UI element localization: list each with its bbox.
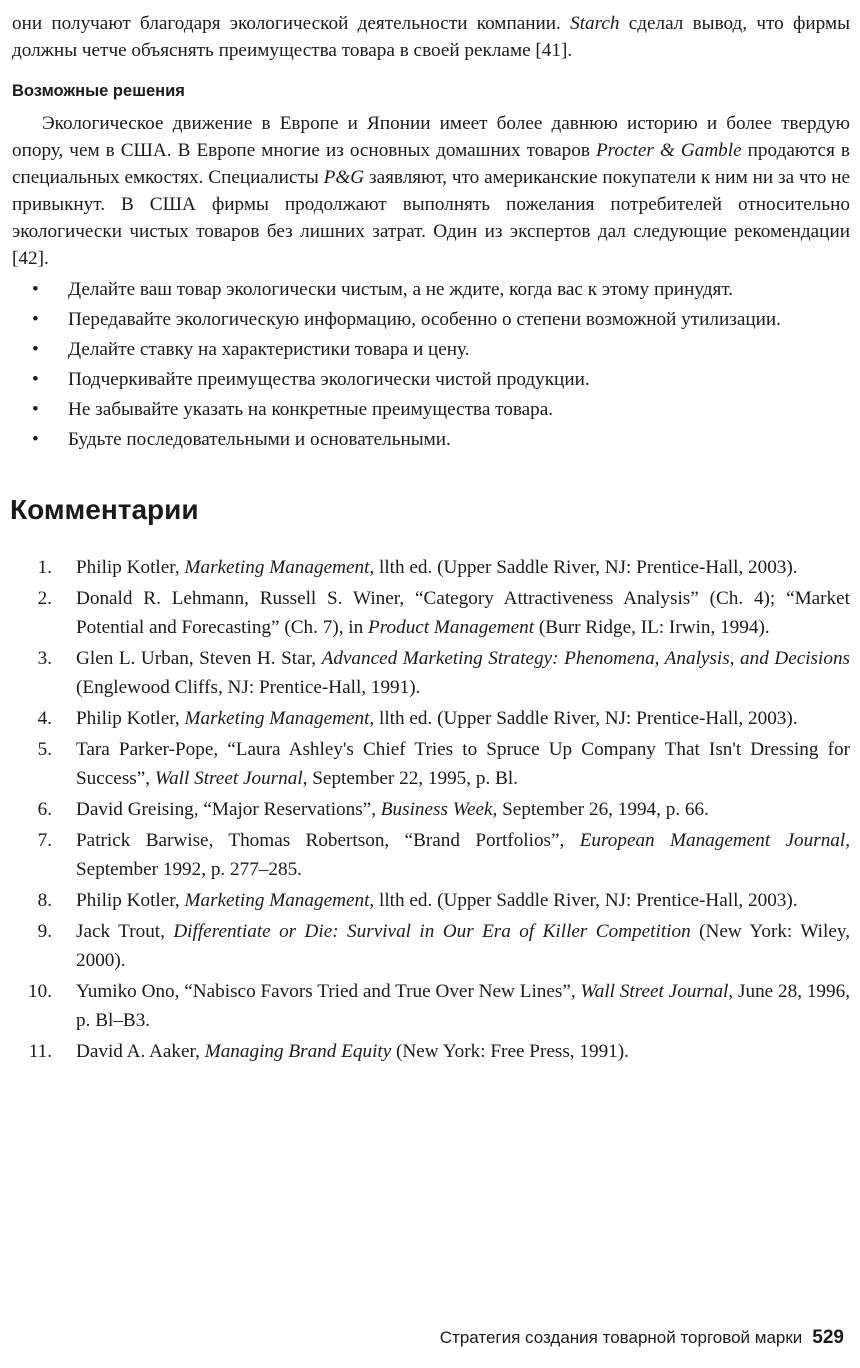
reference-number: 5.: [37, 739, 52, 760]
reference-item: [12, 553, 850, 582]
comments-title: Комментарии: [10, 494, 199, 525]
references-list: [12, 553, 850, 1066]
reference-item: [12, 644, 850, 702]
reference-title: Managing Brand Equity: [204, 1041, 392, 1062]
reference-text: David Greising, “Major Reservations”,: [76, 799, 381, 820]
solutions-text-2: продаются в специальных емкостях. Специалисты: [12, 140, 850, 188]
recommendation-text: Делайте ставку на характеристики товара и цену.: [68, 339, 470, 360]
reference-details: (Englewood Cliffs, NJ: Prentice-Hall, 1991).: [76, 677, 421, 698]
bullet-marker: •: [32, 309, 39, 330]
reference-item: [12, 917, 850, 975]
reference-text: Philip Kotler,: [76, 557, 185, 578]
recommendation-item: [12, 276, 850, 303]
recommendation-text: Делайте ваш товар экологически чистым, а не ждите, когда вас к этому принудят.: [68, 279, 734, 300]
bullet-marker: •: [32, 279, 39, 300]
recommendation-item: [12, 366, 850, 393]
reference-text: Yumiko Ono, “Nabisco Favors Tried and True Over New Lines”,: [76, 981, 581, 1002]
reference-details: (New York: Free Press, 1991).: [391, 1041, 629, 1062]
intro-text-2: сделал вывод, что фирмы должны четче объяснять преимущества товара в своей рекламе [41].: [12, 13, 851, 61]
reference-number: 11.: [28, 1041, 52, 1062]
reference-number: 2.: [37, 588, 52, 609]
reference-title: Business Week: [380, 799, 493, 820]
reference-title: European Management Journal: [579, 830, 846, 851]
reference-item: [12, 977, 850, 1035]
reference-number: 3.: [37, 648, 52, 669]
reference-text: David A. Aaker,: [76, 1041, 205, 1062]
reference-text: Jack Trout,: [76, 921, 174, 942]
reference-title: Wall Street Journal: [580, 981, 729, 1002]
reference-details: , llth ed. (Upper Saddle River, NJ: Prentice-Hall, 2003).: [369, 708, 798, 729]
recommendation-item: [12, 396, 850, 423]
document-page: [12, 10, 850, 1068]
intro-paragraph: [12, 10, 850, 64]
recommendation-text: Будьте последовательными и основательными.: [68, 429, 451, 450]
reference-item: [12, 704, 850, 733]
reference-number: 4.: [37, 708, 52, 729]
bullet-marker: •: [32, 429, 39, 450]
reference-title: Marketing Management: [184, 708, 370, 729]
reference-number: 6.: [37, 799, 52, 820]
reference-details: (New York: Wiley, 2000).: [76, 921, 850, 971]
reference-text: Donald R. Lehmann, Russell S. Winer, “Category Attractiveness Analysis” (Ch. 4); “Market Potential and Forecasting” (Ch. 7), in: [76, 588, 850, 638]
solutions-italic-pg: P&G: [323, 167, 365, 188]
reference-title: Wall Street Journal: [154, 768, 303, 789]
solutions-heading: Возможные решения: [12, 82, 185, 100]
reference-item: [12, 795, 850, 824]
reference-details: (Burr Ridge, IL: Irwin, 1994).: [534, 617, 770, 638]
page-number: 529: [812, 1327, 844, 1348]
recommendation-text: Передавайте экологическую информацию, особенно о степени возможной утилизации.: [68, 309, 781, 330]
reference-details: , llth ed. (Upper Saddle River, NJ: Prentice-Hall, 2003).: [369, 890, 798, 911]
reference-item: [12, 886, 850, 915]
reference-title: Marketing Management: [184, 557, 370, 578]
reference-number: 10.: [28, 981, 52, 1002]
recommendation-item: [12, 306, 850, 333]
reference-item: [12, 1037, 850, 1066]
page-footer: [440, 1326, 844, 1350]
recommendation-text: Не забывайте указать на конкретные преимущества товара.: [68, 399, 554, 420]
recommendation-item: [12, 336, 850, 363]
reference-number: 8.: [37, 890, 52, 911]
reference-item: [12, 584, 850, 642]
reference-details: , June 28, 1996, p. Bl–B3.: [76, 981, 850, 1031]
solutions-text-1: Экологическое движение в Европе и Японии имеет более давнюю историю и более твердую опору, чем в США. В Европе многие из основных домашних товаров: [12, 113, 850, 161]
reference-details: , September 22, 1995, p. Bl.: [302, 768, 518, 789]
intro-text-1: они получают благодаря экологической деятельности компании.: [12, 13, 571, 34]
solutions-paragraph: [12, 110, 850, 272]
reference-text: Tara Parker-Pope, “Laura Ashley's Chief Tries to Spruce Up Company That Isn't Dressing for Success”,: [76, 739, 850, 789]
reference-item: [12, 826, 850, 884]
recommendation-text: Подчеркивайте преимущества экологически чистой продукции.: [68, 369, 590, 390]
bullet-marker: •: [32, 399, 39, 420]
reference-title: Advanced Marketing Strategy: Phenomena, Analysis, and Decisions: [321, 648, 851, 669]
reference-text: Philip Kotler,: [76, 708, 185, 729]
reference-text: Philip Kotler,: [76, 890, 185, 911]
reference-number: 9.: [37, 921, 52, 942]
reference-details: , September 1992, p. 277–285.: [76, 830, 851, 880]
running-title: Стратегия создания товарной торговой марки: [439, 1328, 803, 1347]
reference-details: , llth ed. (Upper Saddle River, NJ: Prentice-Hall, 2003).: [369, 557, 798, 578]
bullet-marker: •: [32, 339, 39, 360]
reference-text: Glen L. Urban, Steven H. Star,: [76, 648, 322, 669]
reference-title: Differentiate or Die: Survival in Our Era of Killer Competition: [173, 921, 691, 942]
reference-details: , September 26, 1994, p. 66.: [492, 799, 709, 820]
solutions-text-3: заявляют, что американские покупатели к ним ни за что не привыкнут. В США фирмы продолжают выполнять пожелания потребителей относительно экологически чистых товаров без лишних затрат. Один из экспертов дал следующие рекомендации [42].: [12, 167, 850, 269]
recommendation-item: [12, 426, 850, 453]
bullet-marker: •: [32, 369, 39, 390]
intro-italic-starch: Starch: [570, 13, 620, 34]
reference-item: [12, 735, 850, 793]
reference-number: 1.: [37, 557, 52, 578]
reference-title: Product Management: [368, 617, 535, 638]
reference-title: Marketing Management: [184, 890, 370, 911]
solutions-italic-procter: Procter & Gamble: [595, 140, 742, 161]
recommendations-list: [12, 276, 850, 453]
reference-number: 7.: [37, 830, 52, 851]
reference-text: Patrick Barwise, Thomas Robertson, “Brand Portfolios”,: [76, 830, 580, 851]
